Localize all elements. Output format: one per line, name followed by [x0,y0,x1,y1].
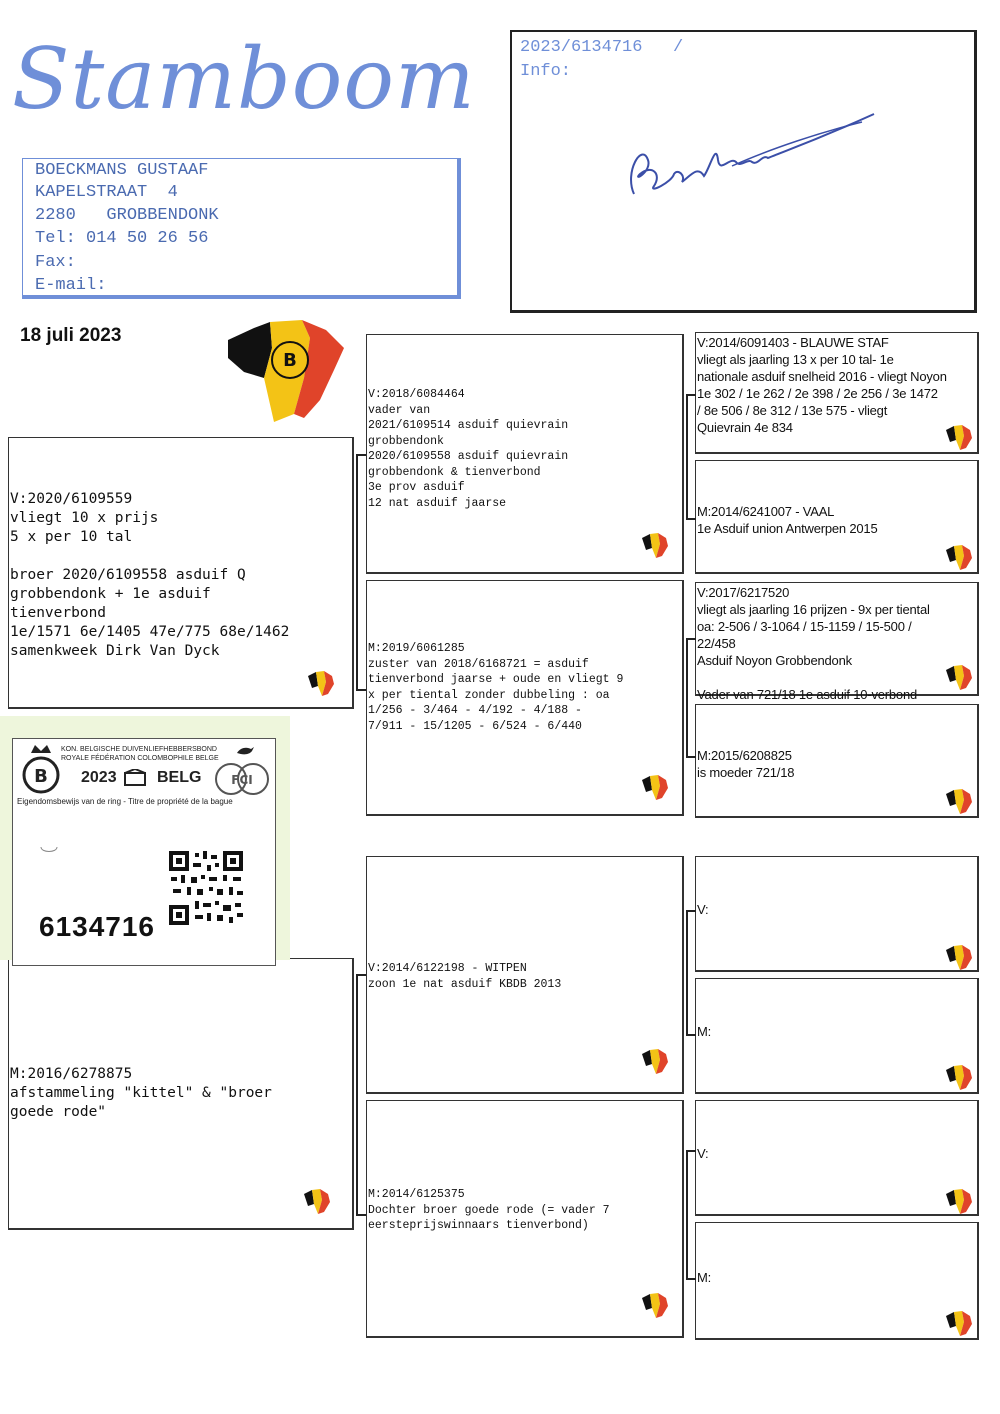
svg-text:FCI: FCI [231,773,253,787]
ring-card-year: 2023 [81,769,117,786]
punch-hole-icon [37,835,61,859]
owner-email: E-mail: [35,276,107,295]
father-details: V:2020/6109559 vliegt 10 x prijs 5 x per 10 tal broer 2020/6109558 asduif Q grobbendonk + 1e asduif tienverbond 1e/1571 6e/1405 47e/775 68e/1462 samenkweek Dirk Van Dyck [10,491,290,659]
grandparent-mm-details: M:2014/6125375 Dochter broer goede rode (= vader 7 eersteprijswinnaars tienverbond) [368,1188,610,1232]
ring-card-org-nl: KON. BELGISCHE DUIVENLIEFHEBBERSBOND [61,746,217,753]
ggp-box-mff [695,856,979,972]
belgium-flag-icon [944,786,974,816]
mother-details: M:2016/6278875 afstammeling "kittel" & "broer goede rode" [10,1066,272,1120]
document-date: 18 juli 2023 [20,325,122,346]
ggp-box-mmf [695,1100,979,1216]
belgium-flag-icon [640,530,670,560]
pigeon-info-label: Info: [520,62,572,81]
owner-fax: Fax: [35,253,76,272]
ggp-box-fff [695,332,979,454]
grandparent-box-mf [366,856,684,1094]
grandparent-box-ff [366,334,684,574]
qr-code-icon [167,849,245,927]
owner-name: BOECKMANS GUSTAAF [35,161,209,180]
belgium-flag-icon [944,1186,974,1216]
grandparent-box-fm [366,580,684,816]
pigeon-icon [235,741,255,761]
fci-logo-icon [213,761,271,797]
owner-phone: Tel: 014 50 26 56 [35,229,209,248]
ggp-box-fmf [695,582,979,702]
owner-city: 2280 GROBBENDONK [35,206,219,225]
ggp-box-fmm [695,704,979,818]
ggp-fmm-details: M:2015/6208825 is moeder 721/18 [697,748,795,780]
ggp-ffm-details: M:2014/6241007 - VAAL 1e Asduif union Antwerpen 2015 [697,504,878,536]
grandparent-box-mm [366,1100,684,1338]
svg-text:B: B [34,766,48,787]
signature [612,102,892,212]
svg-text:B: B [283,350,297,371]
crest-icon [121,769,149,789]
belgium-flag-icon [944,1062,974,1092]
belgium-flag-icon [640,772,670,802]
belgium-flag-icon [640,1046,670,1076]
ggp-mmf-details: V: [697,1146,709,1161]
ggp-box-mmm [695,1222,979,1340]
ggp-box-mfm [695,978,979,1094]
belgium-flag-icon [306,668,336,698]
owner-address-box [22,158,461,299]
ring-card-org-fr: ROYALE FÉDÉRATION COLOMBOPHILE BELGE [61,755,219,762]
connector-bracket [356,974,366,1216]
parent-box-father [8,437,354,709]
pigeon-ring-number: 2023/6134716 / [520,38,684,57]
ring-card-caption: Eigendomsbewijs van de ring - Titre de propriété de la bague [17,797,233,806]
connector-bracket [686,910,696,1036]
belgium-flag-icon [302,1186,332,1216]
belgium-flag-icon [944,422,974,452]
connector-bracket [686,638,696,758]
ring-card-country: BELG [157,769,202,786]
owner-street: KAPELSTRAAT 4 [35,183,178,202]
ring-ownership-card-background [0,716,290,960]
page-title: Stamboom [12,30,476,128]
belgium-flag-icon [944,942,974,972]
ggp-mfm-details: M: [697,1024,712,1039]
ggp-mff-details: V: [697,902,709,917]
belgium-flag-icon [640,1290,670,1320]
pigeon-info-box [510,30,977,313]
kbdb-logo-icon [21,743,61,795]
belgium-flag-icon [944,542,974,572]
grandparent-mf-details: V:2014/6122198 - WITPEN zoon 1e nat asduif KBDB 2013 [368,962,562,991]
grandparent-fm-details: M:2019/6061285 zuster van 2018/6168721 = asduif tienverbond jaarse + oude en vliegt 9 x per tiental zonder dubbeling : oa 1/256 - 3/464 - 4/192 - 4/188 - 7/911 - 15/1205 - 6/524 - 6/440 [368,642,624,733]
connector-bracket [686,1150,696,1280]
belgium-map-logo [224,318,350,426]
ring-ownership-card [12,738,276,966]
grandparent-ff-details: V:2018/6084464 vader van 2021/6109514 asduif quievrain grobbendonk 2020/6109558 asduif quievrain grobbendonk & tienverbond 3e prov asduif 12 nat asduif jaarse [368,388,569,510]
belgium-flag-icon [944,1308,974,1338]
connector-bracket [686,394,696,520]
ring-card-number: 6134716 [39,911,156,942]
connector-bracket [356,454,366,691]
ggp-box-ffm [695,460,979,574]
belgium-flag-icon [944,662,974,692]
ggp-mmm-details: M: [697,1270,712,1285]
ggp-fmf-details: V:2017/6217520 vliegt als jaarling 16 prijzen - 9x per tiental oa: 2-506 / 3-1064 / 15-1159 / 15-500 / 22/458 Asduif Noyon Grobbendonk Vader van 721/18 1e asduif 10-verbond [697,585,930,702]
ggp-fff-details: V:2014/6091403 - BLAUWE STAF vliegt als jaarling 13 x per 10 tal- 1e nationale asduif snelheid 2016 - vliegt Noyon 1e 302 / 1e 262 / 2e 398 / 2e 256 / 3e 1472 / 8e 506 / 8e 312 / 13e 575 - vliegt Quievrain 4e 834 [697,335,947,435]
